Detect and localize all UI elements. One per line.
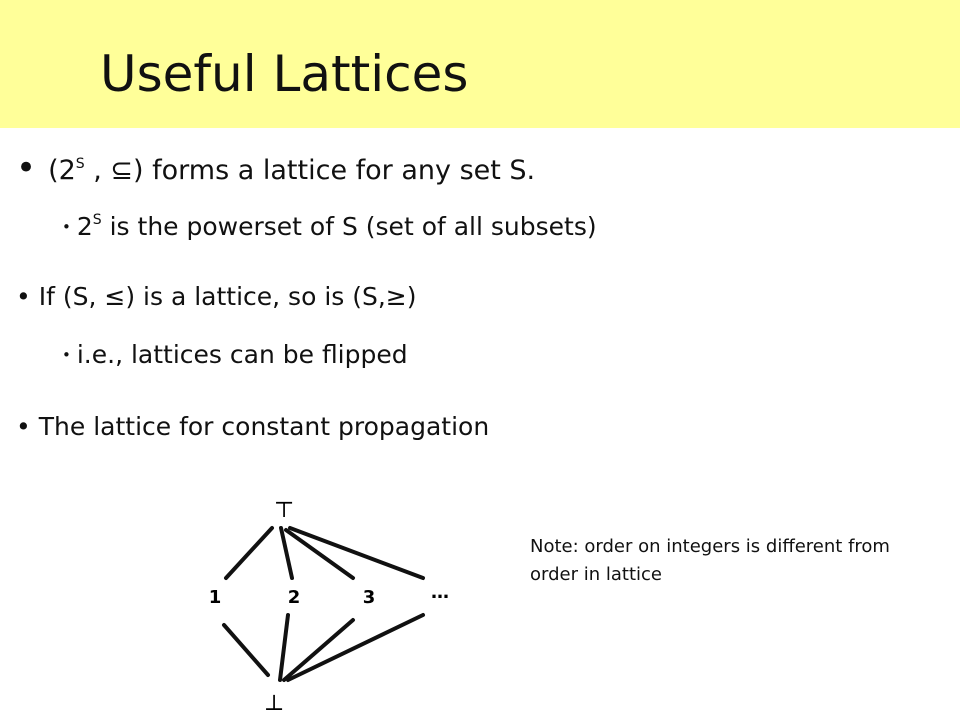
edge-1-bottom [224,625,268,675]
edge-2-bottom [280,615,288,680]
bullet-text-pre: 2 [76,212,93,241]
bullet-text: If (S, ≤) is a lattice, so is (S,≥) [38,282,417,311]
bullet-text: i.e., lattices can be flipped [76,340,408,369]
edge-ellipsis-bottom [288,615,423,680]
bullet-text-pre: (2 [48,155,76,186]
node-1: 1 [208,587,222,608]
edge-3-bottom [284,620,353,680]
bullet-marker: • [16,412,31,441]
note-text: Note: order on integers is different from order in lattice [530,536,890,585]
edge-top-1 [226,528,272,578]
bullet-marker: • [16,282,31,311]
bottom-element: ⊥ [263,691,285,716]
node-ellipsis: … [431,582,449,603]
bullet-text: The lattice for constant propagation [38,412,490,441]
edge-top-ellipsis [290,528,423,578]
node-2: 2 [287,587,301,608]
bullet-text-post: is the powerset of S (set of all subsets) [101,212,597,241]
bullet-marker: • [16,148,37,188]
node-3: 3 [362,587,376,608]
superscript: S [75,156,85,172]
superscript: S [92,212,102,228]
bullet-marker: • [62,218,71,236]
slide-title: Useful Lattices [100,45,469,103]
top-element: ⊤ [273,498,295,523]
bullet-marker: • [62,346,71,364]
bullet-text-post: , ⊆) forms a lattice for any set S. [84,155,536,186]
